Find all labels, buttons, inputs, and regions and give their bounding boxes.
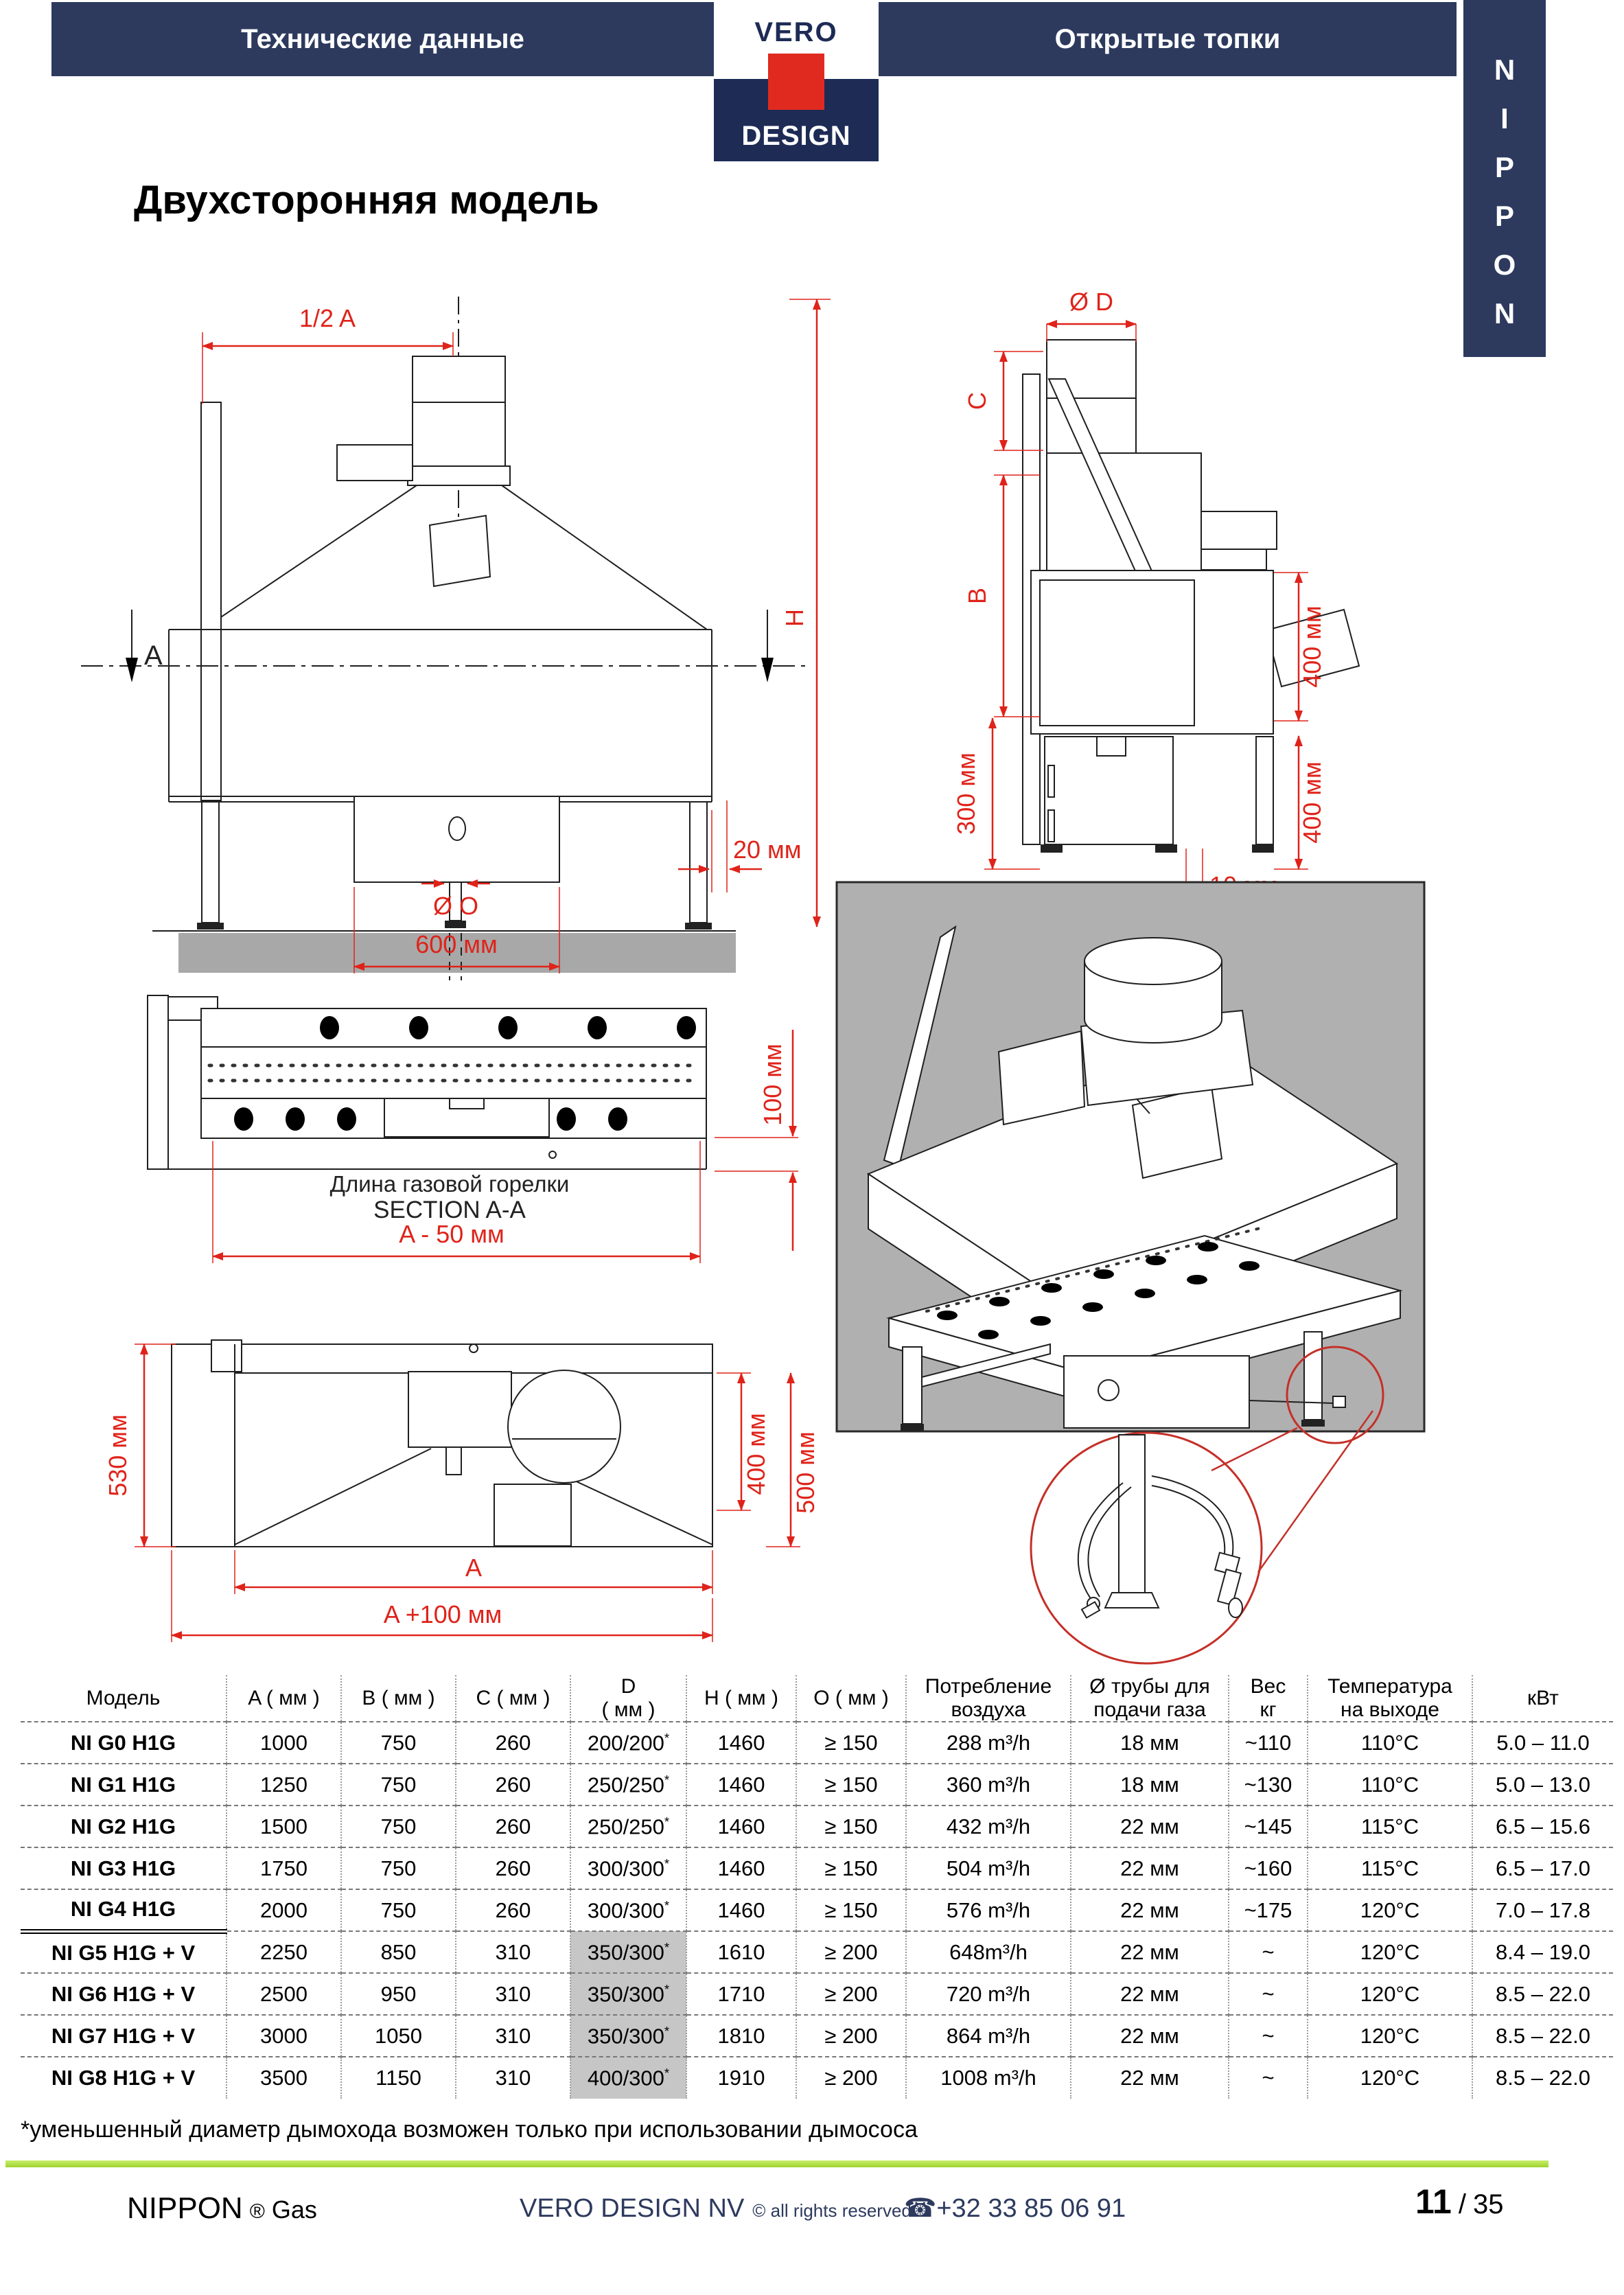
dim-400mm-upper: 400 мм <box>1298 606 1326 688</box>
cell-h: 1460 <box>686 1889 796 1931</box>
cell-model: NI G4 H1G <box>21 1889 227 1931</box>
cell-temp: 110°C <box>1308 1722 1472 1764</box>
footer-company <box>520 2194 912 2224</box>
cell-c: 260 <box>456 1847 570 1889</box>
cell-pipe: 22 мм <box>1071 1889 1229 1931</box>
cell-o: ≥ 200 <box>796 1931 906 1973</box>
table-row <box>21 1973 1613 2015</box>
nippon-letter: I <box>1500 102 1509 135</box>
cell-d: 250/250* <box>570 1764 686 1806</box>
table-footnote: *уменьшенный диаметр дымохода возможен только при использовании дымососа <box>21 2117 918 2143</box>
footer-phone <box>904 2193 1126 2224</box>
cell-kw: 8.4 – 19.0 <box>1472 1931 1613 1973</box>
cell-c: 260 <box>456 1722 570 1764</box>
header-right-tab <box>879 2 1457 76</box>
cell-air: 432 m³/h <box>906 1806 1071 1847</box>
cell-kw: 6.5 – 17.0 <box>1472 1847 1613 1889</box>
cell-b: 750 <box>341 1806 456 1847</box>
column-header: O ( мм ) <box>796 1675 906 1722</box>
cell-o: ≥ 200 <box>796 2057 906 2099</box>
cell-a: 2250 <box>227 1931 341 1973</box>
dim-half-a: 1/2 A <box>299 304 356 332</box>
cell-pipe: 22 мм <box>1071 2015 1229 2057</box>
cell-air: 1008 m³/h <box>906 2057 1071 2099</box>
cell-o: ≥ 200 <box>796 1973 906 2015</box>
table-row <box>21 1806 1613 1847</box>
cell-pipe: 22 мм <box>1071 2057 1229 2099</box>
logo-vero-text: VERO <box>754 17 838 47</box>
table-row <box>21 1722 1613 1764</box>
cell-d: 200/200* <box>570 1722 686 1764</box>
cell-a: 1500 <box>227 1806 341 1847</box>
dim-400mm: 400 мм <box>742 1413 770 1495</box>
cell-temp: 120°C <box>1308 1889 1472 1931</box>
dim-c: C <box>963 392 991 410</box>
dim-d-diameter: Ø D <box>1069 288 1114 316</box>
cell-d: 300/300* <box>570 1889 686 1931</box>
cell-weight: ~ <box>1229 2057 1308 2099</box>
cell-b: 750 <box>341 1722 456 1764</box>
dim-500mm: 500 мм <box>791 1431 820 1514</box>
cell-h: 1460 <box>686 1847 796 1889</box>
cell-a: 1000 <box>227 1722 341 1764</box>
cell-model: NI G8 H1G + V <box>21 2057 227 2099</box>
cell-pipe: 22 мм <box>1071 1847 1229 1889</box>
logo-design-text: DESIGN <box>741 121 851 151</box>
cell-c: 310 <box>456 1931 570 1973</box>
cell-kw: 8.5 – 22.0 <box>1472 2015 1613 2057</box>
footer-divider <box>5 2160 1548 2167</box>
cell-c: 260 <box>456 1806 570 1847</box>
cell-air: 864 m³/h <box>906 2015 1071 2057</box>
page-title: Двухсторонняя модель <box>134 178 599 222</box>
cell-a: 3500 <box>227 2057 341 2099</box>
dim-600mm: 600 мм <box>415 930 498 958</box>
cell-kw: 8.5 – 22.0 <box>1472 2057 1613 2099</box>
cell-weight: ~175 <box>1229 1889 1308 1931</box>
page-separator: / <box>1458 2189 1466 2219</box>
table-row <box>21 2015 1613 2057</box>
cell-h: 1810 <box>686 2015 796 2057</box>
front-view-drawing <box>76 288 872 989</box>
dim-400mm-lower: 400 мм <box>1298 761 1326 844</box>
cell-kw: 8.5 – 22.0 <box>1472 1973 1613 2015</box>
cell-d: 400/300* <box>570 2057 686 2099</box>
cell-d: 300/300* <box>570 1847 686 1889</box>
column-header: D ( мм ) <box>570 1675 686 1722</box>
dim-h: H <box>780 609 809 627</box>
cell-c: 310 <box>456 1973 570 2015</box>
cell-o: ≥ 150 <box>796 1722 906 1764</box>
cell-weight: ~160 <box>1229 1847 1308 1889</box>
cell-kw: 5.0 – 13.0 <box>1472 1764 1613 1806</box>
top-view-drawing <box>55 1339 851 1682</box>
table-row <box>21 2057 1613 2099</box>
cell-c: 260 <box>456 1764 570 1806</box>
column-header: Модель <box>21 1675 227 1722</box>
cell-model: NI G1 H1G <box>21 1764 227 1806</box>
cell-a: 3000 <box>227 2015 341 2057</box>
dim-o-diameter: Ø O <box>432 892 479 920</box>
column-header: A ( мм ) <box>227 1675 341 1722</box>
cell-model: NI G0 H1G <box>21 1722 227 1764</box>
cell-o: ≥ 150 <box>796 1764 906 1806</box>
column-header: Потребление воздуха <box>906 1675 1071 1722</box>
cell-h: 1460 <box>686 1722 796 1764</box>
nippon-letter: P <box>1494 200 1514 232</box>
cell-temp: 120°C <box>1308 1931 1472 1973</box>
dim-a50: A - 50 мм <box>399 1220 504 1248</box>
column-header: B ( мм ) <box>341 1675 456 1722</box>
spec-table <box>21 1675 1613 2099</box>
cell-weight: ~ <box>1229 2015 1308 2057</box>
footer-brand <box>127 2191 317 2226</box>
dim-a: A <box>465 1554 483 1582</box>
header-right-label: Открытые топки <box>1054 23 1281 54</box>
cell-model: NI G3 H1G <box>21 1847 227 1889</box>
nippon-letter: N <box>1494 54 1516 86</box>
isometric-view-drawing <box>824 879 1441 1675</box>
footer-phone-number: +32 33 85 06 91 <box>936 2194 1126 2223</box>
cell-model: NI G6 H1G + V <box>21 1973 227 2015</box>
dim-100mm: 100 мм <box>758 1043 787 1126</box>
cell-d: 350/300* <box>570 1931 686 1973</box>
cell-pipe: 22 мм <box>1071 1806 1229 1847</box>
dim-300mm: 300 мм <box>952 752 980 835</box>
cell-d: 350/300* <box>570 2015 686 2057</box>
dim-a100: A +100 мм <box>383 1600 502 1628</box>
page-total: 35 <box>1472 2189 1504 2219</box>
cell-kw: 5.0 – 11.0 <box>1496 1730 1590 1755</box>
phone-icon: ☎ <box>904 2194 937 2223</box>
cell-b: 750 <box>341 1764 456 1806</box>
cell-temp: 115°C <box>1308 1847 1472 1889</box>
burner-length-caption: Длина газовой горелки <box>329 1171 570 1197</box>
cell-o: ≥ 150 <box>796 1889 906 1931</box>
table-row <box>21 1847 1613 1889</box>
header-left-label: Технические данные <box>241 23 524 54</box>
cell-kw: 6.5 – 15.6 <box>1472 1806 1613 1847</box>
cell-pipe: 22 мм <box>1071 1973 1229 2015</box>
page-current: 11 <box>1415 2182 1452 2221</box>
column-header: Вес кг <box>1229 1675 1308 1722</box>
cell-air: 576 m³/h <box>906 1889 1071 1931</box>
cell-air: 504 m³/h <box>906 1847 1071 1889</box>
header-left-tab <box>51 2 714 76</box>
cell-air: 648m³/h <box>906 1931 1071 1973</box>
cell-o: ≥ 150 <box>796 1806 906 1847</box>
cell-weight: ~130 <box>1229 1764 1308 1806</box>
cell-h: 1910 <box>686 2057 796 2099</box>
footer-page-number <box>1415 2182 1503 2222</box>
section-aa-drawing <box>103 982 899 1304</box>
table-row <box>21 1889 1613 1931</box>
table-row <box>21 1764 1613 1806</box>
logo-red-square-icon <box>768 54 824 110</box>
cell-o: ≥ 150 <box>796 1847 906 1889</box>
cell-pipe: 18 мм <box>1071 1764 1229 1806</box>
cell-a: 1250 <box>227 1764 341 1806</box>
section-marker-label: A <box>144 641 163 671</box>
vero-design-logo <box>714 2 879 161</box>
cell-pipe: 22 мм <box>1071 1931 1229 1973</box>
cell-model: NI G7 H1G + V <box>21 2015 227 2057</box>
column-header: C ( мм ) <box>456 1675 570 1722</box>
cell-h: 1460 <box>686 1764 796 1806</box>
cell-c: 310 <box>456 2057 570 2099</box>
cell-temp: 115°C <box>1308 1806 1472 1847</box>
nippon-letter: N <box>1494 297 1516 330</box>
cell-h: 1710 <box>686 1973 796 2015</box>
nippon-side-tab <box>1463 0 1546 357</box>
cell-air: 288 m³/h <box>906 1722 1071 1764</box>
cell-temp: 110°C <box>1308 1764 1472 1806</box>
cell-h: 1610 <box>686 1931 796 1973</box>
cell-b: 750 <box>341 1889 456 1931</box>
cell-d: 250/250* <box>570 1806 686 1847</box>
dim-b: B <box>963 587 991 605</box>
cell-pipe: 18 мм <box>1071 1722 1229 1764</box>
footer-company-name: VERO DESIGN NV <box>520 2194 745 2223</box>
side-view-drawing <box>892 288 1373 906</box>
nippon-letter: O <box>1493 249 1516 281</box>
cell-c: 310 <box>456 2015 570 2057</box>
cell-b: 1150 <box>341 2057 456 2099</box>
cell-c: 260 <box>456 1889 570 1931</box>
cell-b: 750 <box>341 1847 456 1889</box>
cell-kw: 7.0 – 17.8 <box>1472 1889 1613 1931</box>
cell-a: 1750 <box>227 1847 341 1889</box>
cell-temp: 120°C <box>1308 2015 1472 2057</box>
dim-530mm: 530 мм <box>104 1414 132 1497</box>
cell-temp: 120°C <box>1308 2057 1472 2099</box>
cell-o: ≥ 200 <box>796 2015 906 2057</box>
column-header: H ( мм ) <box>686 1675 796 1722</box>
nippon-letter: P <box>1494 151 1514 183</box>
cell-weight: ~110 <box>1229 1722 1308 1764</box>
cell-air: 360 m³/h <box>906 1764 1071 1806</box>
registered-icon: ® <box>249 2200 265 2223</box>
column-header: Температура на выходе <box>1308 1675 1472 1722</box>
footer-brand-suffix: Gas <box>271 2195 317 2224</box>
cell-weight: ~ <box>1229 1931 1308 1973</box>
cell-b: 1050 <box>341 2015 456 2057</box>
cell-a: 2000 <box>227 1889 341 1931</box>
footer-rights: © all rights reserved <box>752 2200 912 2221</box>
cell-b: 950 <box>341 1973 456 2015</box>
cell-h: 1460 <box>686 1806 796 1847</box>
cell-weight: ~145 <box>1229 1806 1308 1847</box>
section-title: SECTION A-A <box>373 1197 526 1223</box>
cell-model: NI G5 H1G + V <box>21 1931 227 1973</box>
cell-weight: ~ <box>1229 1973 1308 2015</box>
cell-b: 850 <box>341 1931 456 1973</box>
cell-temp: 120°C <box>1308 1973 1472 2015</box>
footer-brand-name: NIPPON <box>127 2191 243 2225</box>
cell-a: 2500 <box>227 1973 341 2015</box>
cell-air: 720 m³/h <box>906 1973 1071 2015</box>
table-header-row <box>21 1675 1613 1722</box>
cell-d: 350/300* <box>570 1973 686 2015</box>
column-header: кВт <box>1472 1675 1613 1722</box>
cell-model: NI G2 H1G <box>21 1806 227 1847</box>
spec-table-wrap <box>21 1675 1613 2099</box>
dim-20mm: 20 мм <box>733 835 802 864</box>
table-row <box>21 1931 1613 1973</box>
column-header: Ø трубы для подачи газа <box>1071 1675 1229 1722</box>
